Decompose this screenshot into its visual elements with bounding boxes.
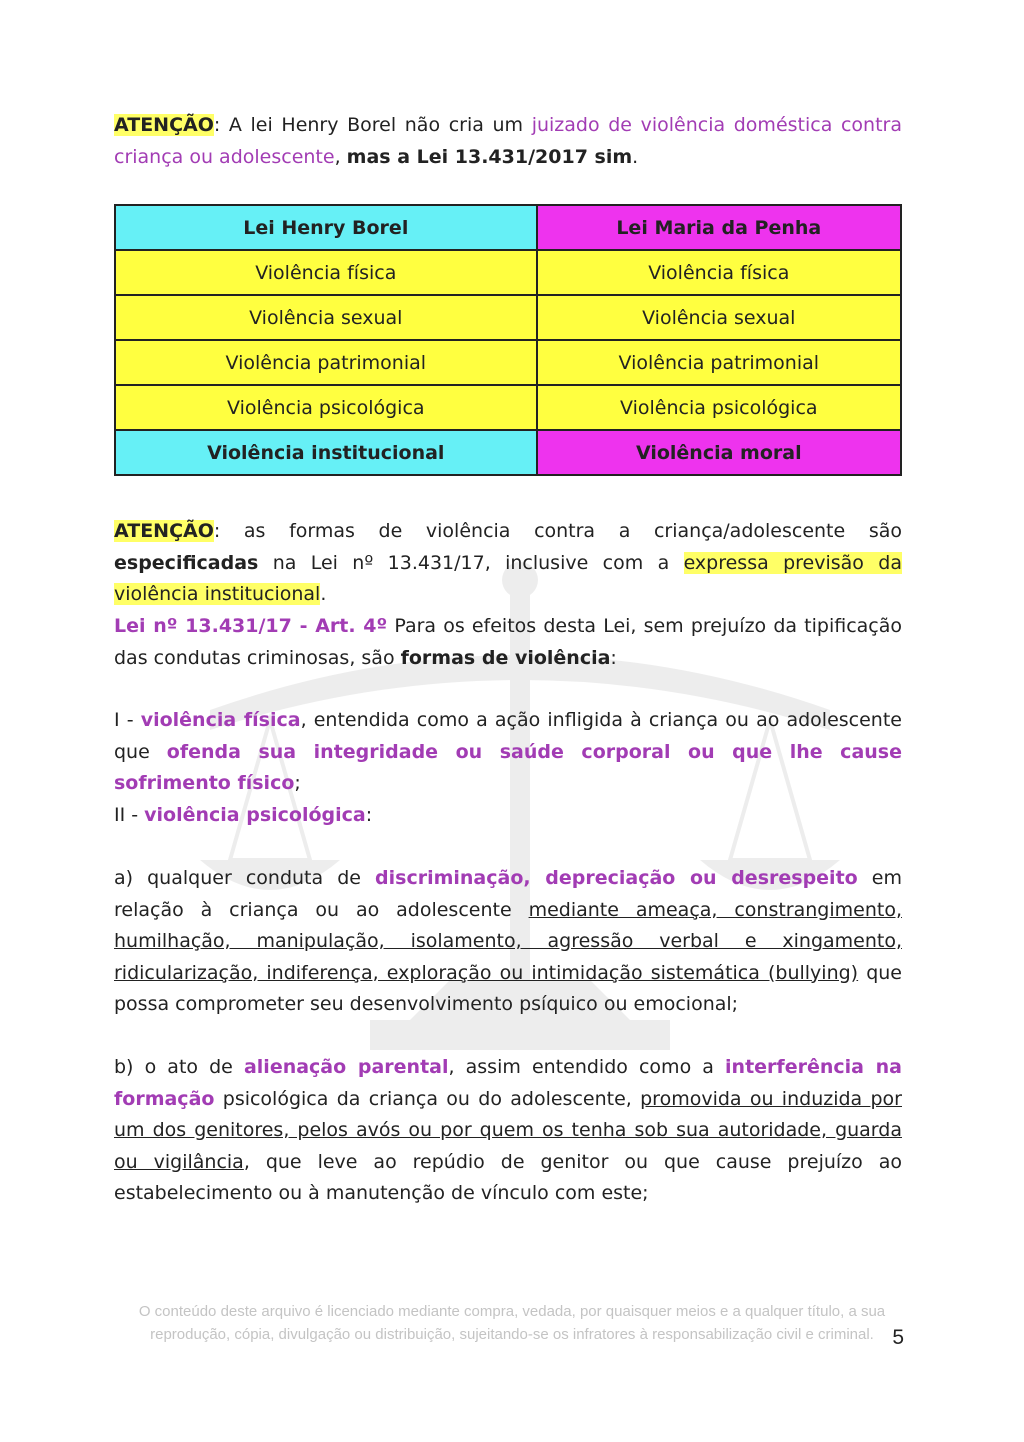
law-article-paragraph: Lei nº 13.431/17 - Art. 4º Para os efeitos desta Lei, sem prejuízo da tipificação das condutas criminosas, são formas de violência:: [114, 615, 902, 669]
table-last-row: [115, 430, 901, 475]
attention-label: ATENÇÃO: [114, 114, 214, 136]
table-row: [115, 250, 901, 295]
table-row: [115, 340, 901, 385]
highlighted-text: expressa previsão da violência institucional: [114, 551, 902, 605]
item-i-paragraph: I - violência física, entendida como a ação infligida à criança ou ao adolescente que ofenda sua integridade ou saúde corporal ou que lhe cause sofrimento físico;: [114, 709, 902, 794]
table-cell: Violência sexual: [115, 295, 537, 340]
table-cell: Violência patrimonial: [115, 340, 537, 385]
comparison-table: [114, 204, 902, 476]
attention-label: ATENÇÃO: [114, 520, 214, 542]
lei-13431-text: mas a Lei 13.431/2017 sim: [346, 145, 633, 168]
cell-violencia-moral: Violência moral: [537, 430, 901, 475]
table-row: [115, 385, 901, 430]
table-cell: Violência patrimonial: [537, 340, 901, 385]
juizado-text: juizado de violência doméstica contra criança ou adolescente: [114, 114, 902, 168]
cell-violencia-institucional: Violência institucional: [115, 430, 537, 475]
header-henry-borel: Lei Henry Borel: [115, 205, 537, 250]
table-cell: Violência psicológica: [537, 385, 901, 430]
license-footer: O conteúdo deste arquivo é licenciado mediante compra, vedada, por quaisquer meios e a qualquer título, a sua reprodução, cópia, divulgação ou distribuição, sujeitando-se os infratores à responsabilização civil e criminal.: [138, 1303, 886, 1343]
table-cell: Violência sexual: [537, 295, 901, 340]
attention-paragraph-1: ATENÇÃO: A lei Henry Borel não cria um juizado de violência doméstica contra criança ou adolescente, mas a Lei 13.431/2017 sim.: [114, 114, 902, 168]
item-a-paragraph: a) qualquer conduta de discriminação, depreciação ou desrespeito em relação à criança ou ao adolescente mediante ameaça, constrangimento, humilhação, manipulação, isolamento, agressão verbal e xingamento, ridicularização, indiferença, exploração ou intimidação sistemática (bullying) que possa comprometer seu desenvolvimento psíquico ou emocional;: [114, 867, 902, 1015]
table-header-row: [115, 205, 901, 250]
item-ii-paragraph: II - violência psicológica:: [114, 804, 373, 826]
table-cell: Violência física: [115, 250, 537, 295]
law-reference: Lei nº 13.431/17 - Art. 4º: [114, 615, 388, 637]
table-cell: Violência psicológica: [115, 385, 537, 430]
header-maria-da-penha: Lei Maria da Penha: [537, 205, 901, 250]
attention-paragraph-2: ATENÇÃO: as formas de violência contra a criança/adolescente são especificadas na Lei nº 13.431/17, inclusive com a expressa previsão da violência institucional.: [114, 520, 902, 605]
table-row: [115, 295, 901, 340]
page-number: 5: [892, 1326, 904, 1349]
item-b-paragraph: b) o ato de alienação parental, assim entendido como a interferência na formação psicológica da criança ou do adolescente, promovida ou induzida por um dos genitores, pelos avós ou por quem os tenha sob sua autoridade, guarda ou vigilância, que leve ao repúdio de genitor ou que cause prejuízo ao estabelecimento ou à manutenção de vínculo com este;: [114, 1056, 902, 1204]
table-cell: Violência física: [537, 250, 901, 295]
